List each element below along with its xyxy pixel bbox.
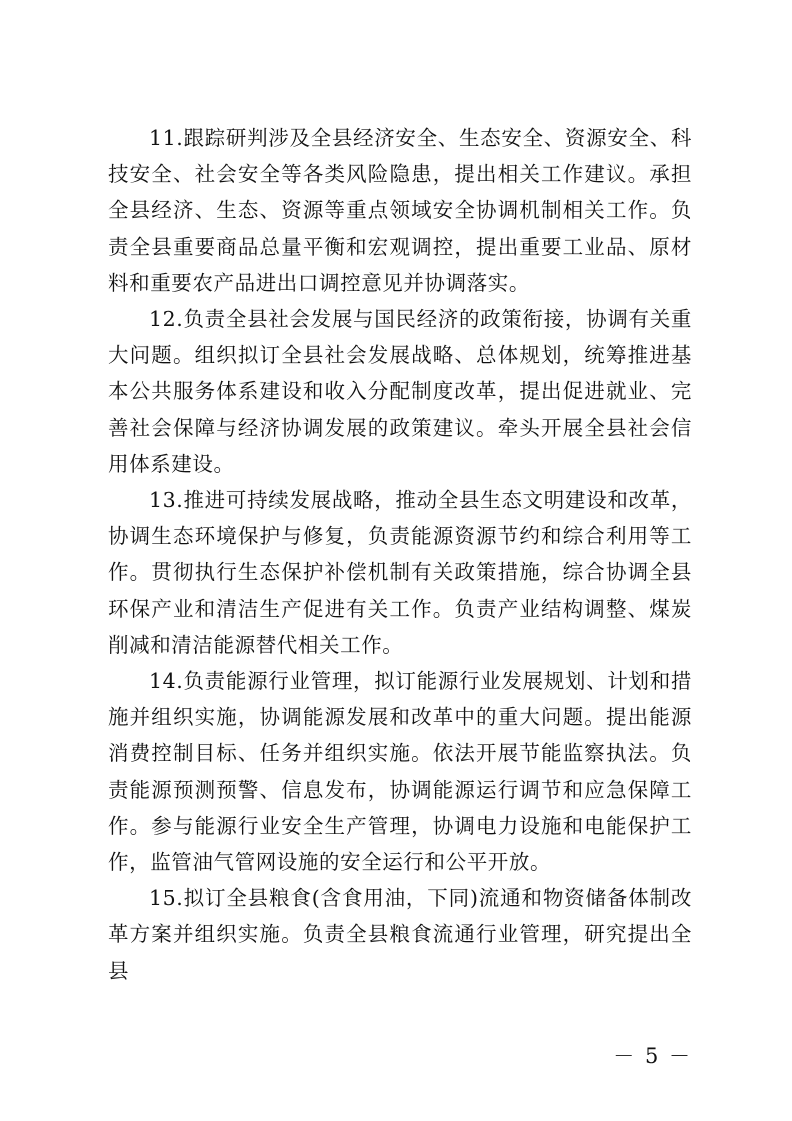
paragraph-item-12: 12.负责全县社会发展与国民经济的政策衔接，协调有关重大问题。组织拟订全县社会发展战略、总体规划，统筹推进基本公共服务体系建设和收入分配制度改革，提出促进就业、完善社会保障与经济协调发展的政策建议。牵头开展全县社会信用体系建设。 <box>108 307 692 476</box>
paragraph-item-11: 11.跟踪研判涉及全县经济安全、生态安全、资源安全、科技安全、社会安全等各类风险隐患，提出相关工作建议。承担全县经济、生态、资源等重点领域安全协调机制相关工作。负责全县重要商品总量平衡和宏观调控，提出重要工业品、原材料和重要农产品进出口调控意见并协调落实。 <box>108 126 692 295</box>
paragraph-item-15: 15.拟订全县粮食(含食用油，下同)流通和物资储备体制改革方案并组织实施。负责全县粮食流通行业管理，研究提出全县 <box>108 886 692 983</box>
page-number: － 5 － <box>613 1044 692 1068</box>
paragraph-item-14: 14.负责能源行业管理，拟订能源行业发展规划、计划和措施并组织实施，协调能源发展和改革中的重大问题。提出能源消费控制目标、任务并组织实施。依法开展节能监察执法。负责能源预测预警、信息发布，协调能源运行调节和应急保障工作。参与能源行业安全生产管理，协调电力设施和电能保护工作，监管油气管网设施的安全运行和公平开放。 <box>108 669 692 875</box>
paragraph-item-13: 13.推进可持续发展战略，推动全县生态文明建设和改革，协调生态环境保护与修复，负责能源资源节约和综合利用等工作。贯彻执行生态保护补偿机制有关政策措施，综合协调全县环保产业和清洁生产促进有关工作。负责产业结构调整、煤炭削减和清洁能源替代相关工作。 <box>108 488 692 657</box>
document-body <box>108 120 692 989</box>
